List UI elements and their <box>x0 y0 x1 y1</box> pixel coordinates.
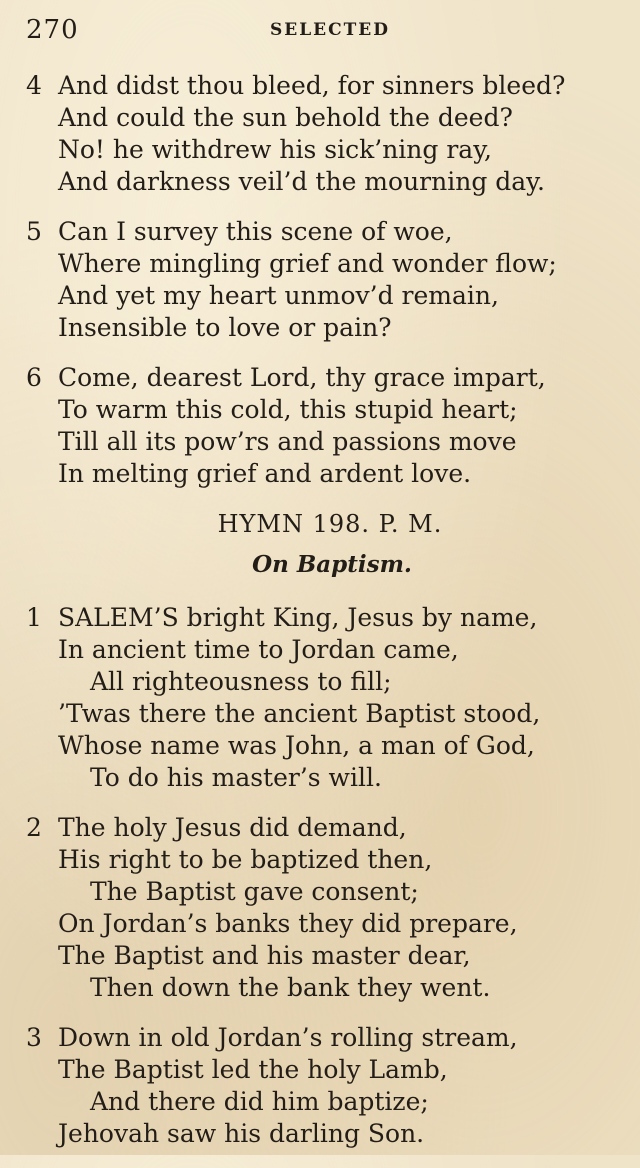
verse-line: ’Twas there the ancient Baptist stood, <box>58 699 541 728</box>
verse-line: Till all its pow’rs and passions move <box>58 427 517 456</box>
verse-line: His right to be baptized then, <box>58 845 433 874</box>
stanza <box>26 602 616 794</box>
verse-line: The Baptist gave consent; <box>90 877 419 906</box>
verse-line: No! he withdrew his sick’ning ray, <box>58 135 492 164</box>
verse-line: And there did him baptize; <box>90 1087 429 1116</box>
verse-line: In ancient time to Jordan came, <box>58 635 459 664</box>
running-head: SELECTED <box>269 20 391 40</box>
verse-line: And could the sun behold the deed? <box>58 103 513 132</box>
page-header <box>26 14 614 46</box>
stanza-number: 3 <box>26 1023 42 1052</box>
stanza <box>26 362 616 490</box>
page-content <box>26 70 616 1168</box>
stanza-number: 5 <box>26 217 42 246</box>
verse-line: And yet my heart unmov’d remain, <box>58 281 499 310</box>
page-number: 270 <box>26 15 79 45</box>
stanza <box>26 812 616 1004</box>
stanza <box>26 216 616 344</box>
verse-line: Can I survey this scene of woe, <box>58 217 453 246</box>
verse-line: Insensible to love or pain? <box>58 313 392 342</box>
stanza <box>26 1022 616 1150</box>
verse-line: And didst thou bleed, for sinners bleed? <box>58 71 566 100</box>
verse-line: On Jordan’s banks they did prepare, <box>58 909 518 938</box>
stanza-number: 6 <box>26 363 42 392</box>
verse-line: Come, dearest Lord, thy grace impart, <box>58 363 546 392</box>
hymn-subtitle: On Baptism. <box>252 551 412 578</box>
stanza-number: 2 <box>26 813 42 842</box>
verse-line: To do his master’s will. <box>90 763 382 792</box>
verse-line: To warm this cold, this stupid heart; <box>58 395 518 424</box>
stanza <box>26 70 616 198</box>
verse-line: The Baptist led the holy Lamb, <box>58 1055 448 1084</box>
verse-line: In melting grief and ardent love. <box>58 459 472 488</box>
verse-line: The holy Jesus did demand, <box>58 813 407 842</box>
verse-line: Down in old Jordan’s rolling stream, <box>58 1023 518 1052</box>
verse-line: All righteousness to fill; <box>90 667 392 696</box>
hymn-title: HYMN 198. P. M. <box>217 510 443 538</box>
verse-line: Jehovah saw his darling Son. <box>58 1119 425 1148</box>
verse-line: The Baptist and his master dear, <box>58 941 471 970</box>
verse-line: Whose name was John, a man of God, <box>58 731 535 760</box>
verse-line: And darkness veil’d the mourning day. <box>58 167 545 196</box>
stanza-number: 1 <box>26 603 42 632</box>
verse-line: SALEM’S bright King, Jesus by name, <box>58 603 538 632</box>
stanza-number: 4 <box>26 71 42 100</box>
verse-line: Where mingling grief and wonder flow; <box>58 249 557 278</box>
verse-line: Then down the bank they went. <box>90 973 491 1002</box>
